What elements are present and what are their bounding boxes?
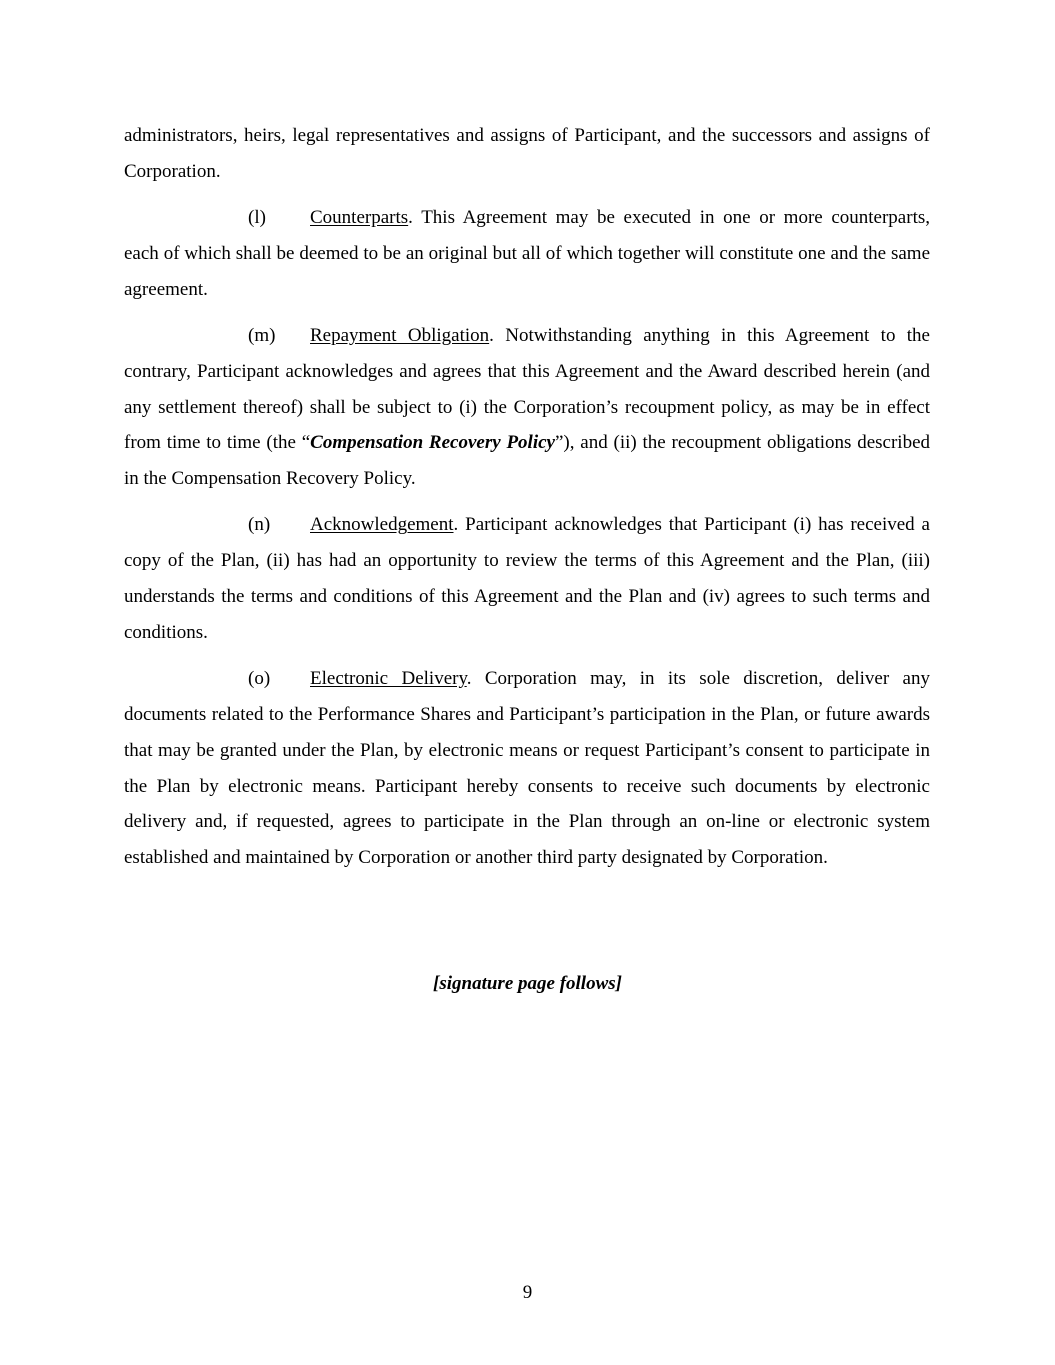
defined-term: Compensation Recovery Policy	[310, 432, 555, 454]
section-text-continued: ”), and (ii) the recoupment obligations described in the Compensation Recovery Policy.	[124, 432, 931, 490]
section-label: (l)	[248, 207, 266, 229]
section-electronic-delivery	[124, 661, 930, 876]
section-repayment-obligation	[124, 318, 930, 497]
section-heading: Counterparts	[310, 207, 409, 229]
section-acknowledgement	[124, 507, 930, 650]
continuation-paragraph: administrators, heirs, legal representatives and assigns of Participant, and the successors and assigns of Corporation.	[124, 125, 930, 182]
section-label: (n)	[248, 514, 271, 536]
section-label: (o)	[248, 668, 271, 690]
document-body	[124, 118, 930, 886]
section-text: . This Agreement may be executed in one or more counterparts, each of which shall be deemed to be an original but all of which together will constitute one and the same agreement.	[124, 207, 930, 300]
section-text: . Participant acknowledges that Participant (i) has received a copy of the Plan, (ii) has had an opportunity to review the terms of this Agreement and the Plan, (iii) understands the terms and conditions of this Agreement and the Plan and (iv) agrees to such terms and conditions.	[124, 514, 930, 643]
section-text: . Notwithstanding anything in this Agreement to the contrary, Participant acknowledges and agrees that this Agreement and the Award described herein (and any settlement thereof) shall be subject to (i) the Corporation’s recoupment policy, as may be in effect from time to time (the “	[124, 324, 930, 454]
section-text: . Corporation may, in its sole discretion, deliver any documents related to the Performance Shares and Participant’s participation in the Plan, or future awards that may be granted under the Plan, by electronic means or request Participant’s consent to participate in the Plan by electronic means. Participant hereby consents to receive such documents by electronic delivery and, if requested, agrees to participate in the Plan through an on-line or electronic system established and maintained by Corporation or another third party designated by Corporation.	[124, 668, 930, 869]
section-heading: Repayment Obligation	[310, 324, 490, 346]
section-counterparts	[124, 200, 930, 307]
section-label: (m)	[248, 324, 276, 346]
section-heading: Electronic Delivery	[310, 668, 467, 690]
signature-page-note: [signature page follows]	[433, 973, 622, 994]
section-heading: Acknowledgement	[310, 514, 454, 536]
page-number: 9	[522, 1282, 533, 1303]
